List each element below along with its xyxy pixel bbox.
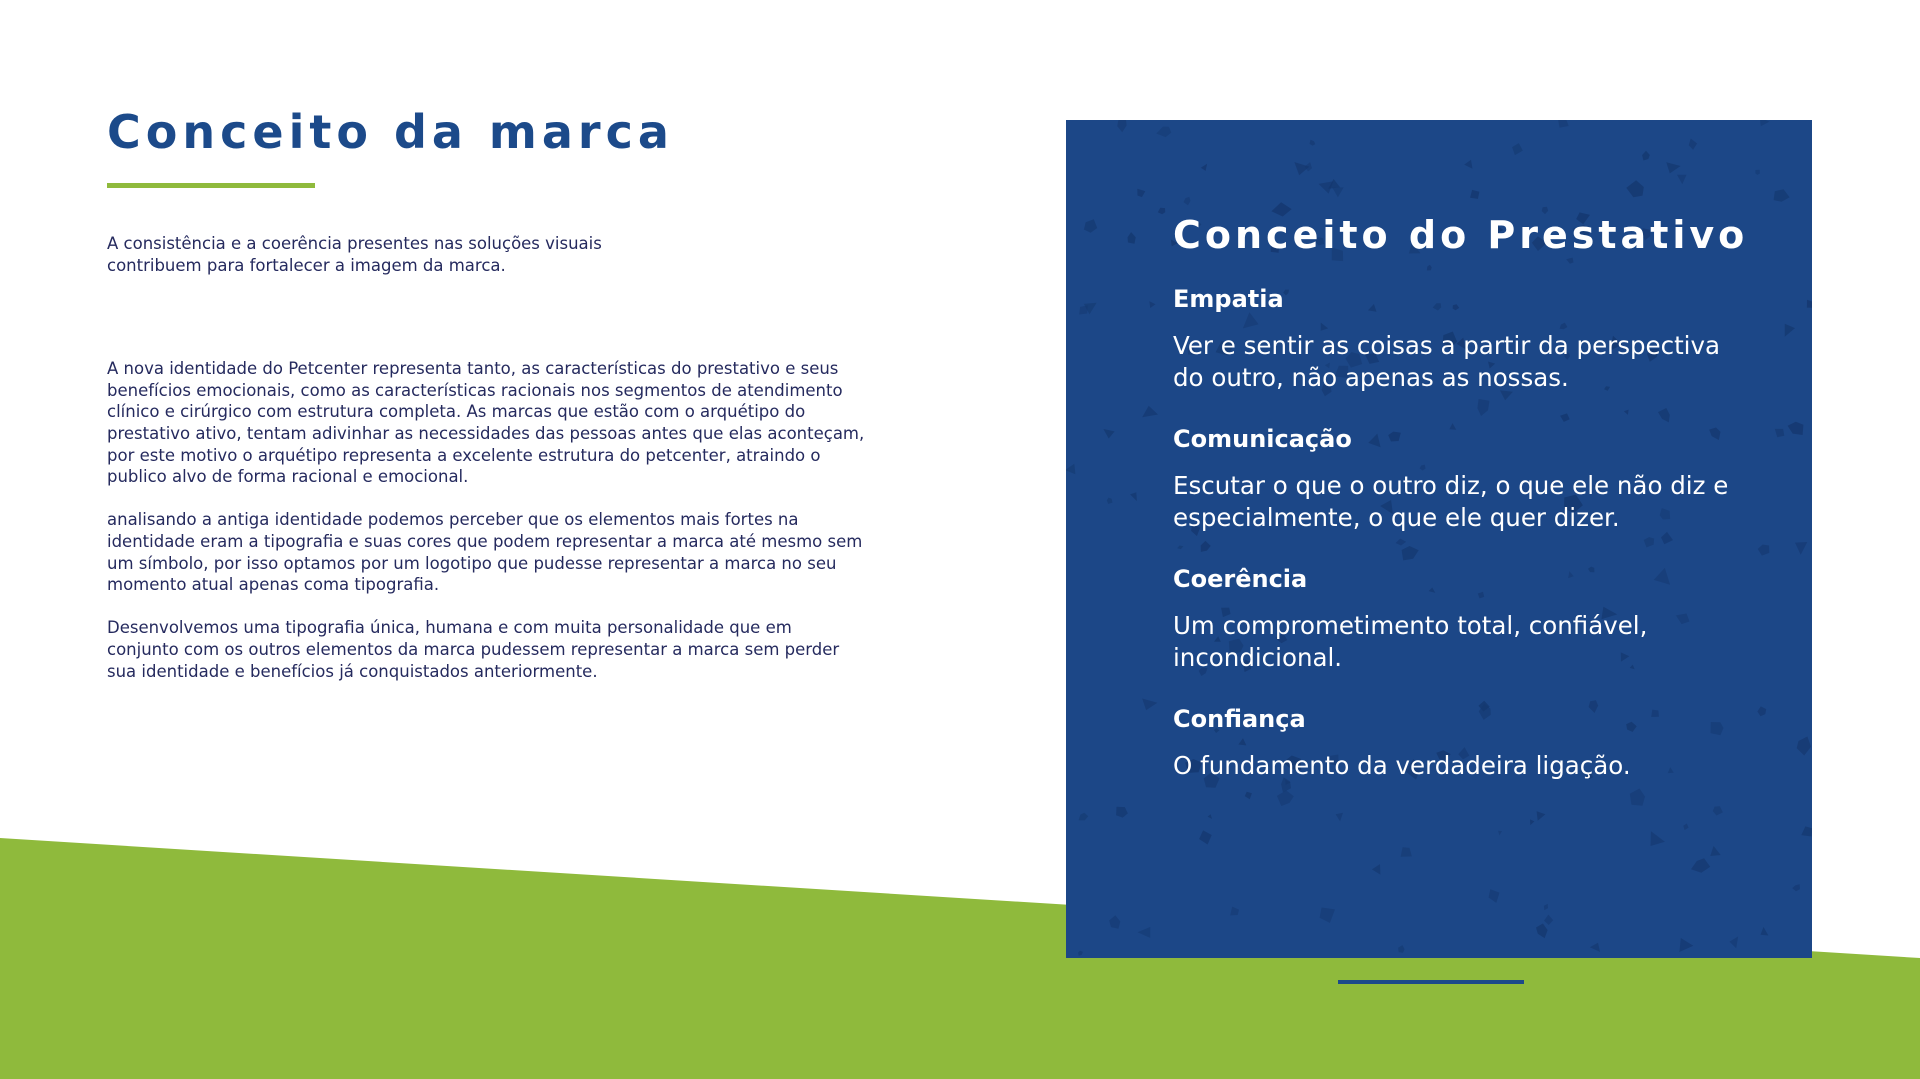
pattern-speck	[1683, 824, 1688, 831]
pattern-speck	[1774, 189, 1790, 202]
pattern-speck	[1489, 889, 1500, 903]
pattern-speck	[1755, 170, 1759, 175]
pattern-speck	[1679, 938, 1693, 952]
pattern-speck	[1642, 151, 1650, 161]
pattern-speck	[1630, 789, 1645, 806]
pattern-speck	[1537, 811, 1546, 821]
pattern-speck	[1107, 498, 1113, 504]
pattern-speck	[1792, 884, 1800, 891]
pattern-speck	[1116, 807, 1128, 818]
pattern-speck	[1208, 814, 1213, 819]
panel-title: Conceito do Prestativo	[1173, 213, 1749, 257]
pattern-speck	[1464, 160, 1472, 169]
body-paragraph: A nova identidade do Petcenter representa tanto, as características do prestativo e seus benefícios emocionais, como as características racionais nos segmentos de atendimento clínico e cirúrgico com estrutura completa. As marcas que estão com o arquétipo do prestativo ativo, tentam adivinhar as necessidades das pessoas antes que elas aconteçam, por este motivo o arquétipo representa a excelente estrutura do petcenter, atraindo o publico alvo de forma racional e emocional.	[107, 359, 865, 487]
pattern-speck	[1536, 924, 1548, 939]
pattern-speck	[1320, 908, 1335, 923]
pattern-speck	[1149, 301, 1155, 308]
pattern-speck	[1078, 951, 1083, 956]
pattern-speck	[1797, 737, 1811, 756]
concept-name: Confiança	[1173, 705, 1306, 733]
pattern-speck	[1103, 429, 1114, 439]
pattern-speck	[1332, 187, 1343, 197]
body-paragraph: Desenvolvemos uma tipografia única, humana e com muita personalidade que em conjunto com os outros elementos da marca pudessem representar a marca sem perder sua identidade e benefícios já conquistados anteriormente.	[107, 618, 840, 681]
pattern-speck	[1677, 175, 1687, 185]
pattern-speck	[1807, 300, 1812, 308]
page-title: Conceito da marca	[107, 105, 674, 159]
body-text	[107, 358, 867, 682]
pattern-speck	[1398, 945, 1405, 953]
concept-description: O fundamento da verdadeira ligação.	[1173, 751, 1631, 780]
concept-description: Ver e sentir as coisas a partir da perspectiva do outro, não apenas as nossas.	[1173, 331, 1721, 392]
pattern-speck	[1801, 826, 1812, 836]
pattern-speck	[1066, 464, 1075, 475]
pattern-speck	[1785, 324, 1795, 337]
pattern-speck	[1498, 831, 1502, 836]
pattern-speck	[1109, 915, 1120, 929]
pattern-speck	[1689, 139, 1697, 150]
pattern-speck	[1775, 429, 1785, 437]
pattern-speck	[1760, 120, 1770, 126]
concept-item	[1173, 564, 1753, 674]
pattern-speck	[1757, 706, 1766, 716]
pattern-speck	[1079, 813, 1089, 821]
pattern-speck	[1730, 937, 1739, 949]
panel-underline	[1338, 980, 1524, 984]
pattern-speck	[1544, 904, 1548, 910]
prestativo-concept-panel	[1066, 120, 1812, 958]
pattern-speck	[1713, 806, 1723, 815]
pattern-speck	[1310, 140, 1316, 146]
pattern-speck	[1245, 792, 1252, 799]
pattern-speck	[1626, 180, 1644, 197]
pattern-speck	[1788, 422, 1804, 435]
pattern-speck	[1158, 208, 1165, 215]
pattern-speck	[1590, 943, 1600, 952]
pattern-speck	[1666, 162, 1680, 173]
pattern-speck	[1512, 143, 1523, 155]
pattern-speck	[1230, 907, 1239, 916]
panel-content	[1173, 210, 1753, 782]
pattern-speck	[1142, 406, 1158, 417]
pattern-speck	[1128, 232, 1136, 244]
pattern-speck	[1336, 813, 1343, 822]
pattern-speck	[1277, 790, 1294, 806]
pattern-speck	[1142, 699, 1157, 711]
concept-name: Coerência	[1173, 565, 1308, 593]
pattern-speck	[1401, 847, 1412, 857]
title-underline	[107, 183, 315, 188]
body-paragraph: analisando a antiga identidade podemos perceber que os elementos mais fortes na identidade eram a tipografia e suas cores que podem representar a marca até mesmo sem um símbolo, por isso optamos por um logotipo que pudesse representar a marca no seu momento atual apenas coma tipografia.	[107, 510, 863, 595]
pattern-speck	[1199, 830, 1212, 844]
pattern-speck	[1137, 189, 1145, 197]
concept-item	[1173, 284, 1753, 394]
pattern-speck	[1138, 927, 1151, 938]
pattern-speck	[1795, 542, 1807, 555]
concept-name: Empatia	[1173, 285, 1284, 313]
pattern-speck	[1084, 219, 1097, 233]
pattern-speck	[1184, 197, 1191, 205]
concept-item	[1173, 704, 1753, 782]
pattern-speck	[1470, 190, 1479, 199]
pattern-speck	[1156, 127, 1171, 138]
pattern-speck	[1651, 831, 1665, 846]
pattern-speck	[1130, 492, 1137, 501]
pattern-speck	[1530, 819, 1534, 825]
pattern-speck	[1758, 545, 1770, 556]
concept-description: Escutar o que o outro diz, o que ele não diz e especialmente, o que ele quer dizer.	[1173, 471, 1729, 532]
concept-description: Um comprometimento total, confiável, incondicional.	[1173, 611, 1648, 672]
concept-item	[1173, 424, 1753, 534]
pattern-speck	[1761, 927, 1769, 936]
pattern-speck	[1544, 915, 1553, 925]
pattern-speck	[1710, 846, 1720, 856]
pattern-speck	[1117, 120, 1126, 132]
intro-text: A consistência e a coerência presentes nas soluções visuais contribuem para fortalecer a imagem da marca.	[107, 234, 602, 275]
pattern-speck	[1201, 164, 1207, 171]
pattern-speck	[1691, 858, 1710, 872]
pattern-speck	[1558, 120, 1569, 128]
concept-name: Comunicação	[1173, 425, 1352, 453]
brand-concept-section	[107, 100, 867, 704]
pattern-speck	[1372, 864, 1381, 875]
